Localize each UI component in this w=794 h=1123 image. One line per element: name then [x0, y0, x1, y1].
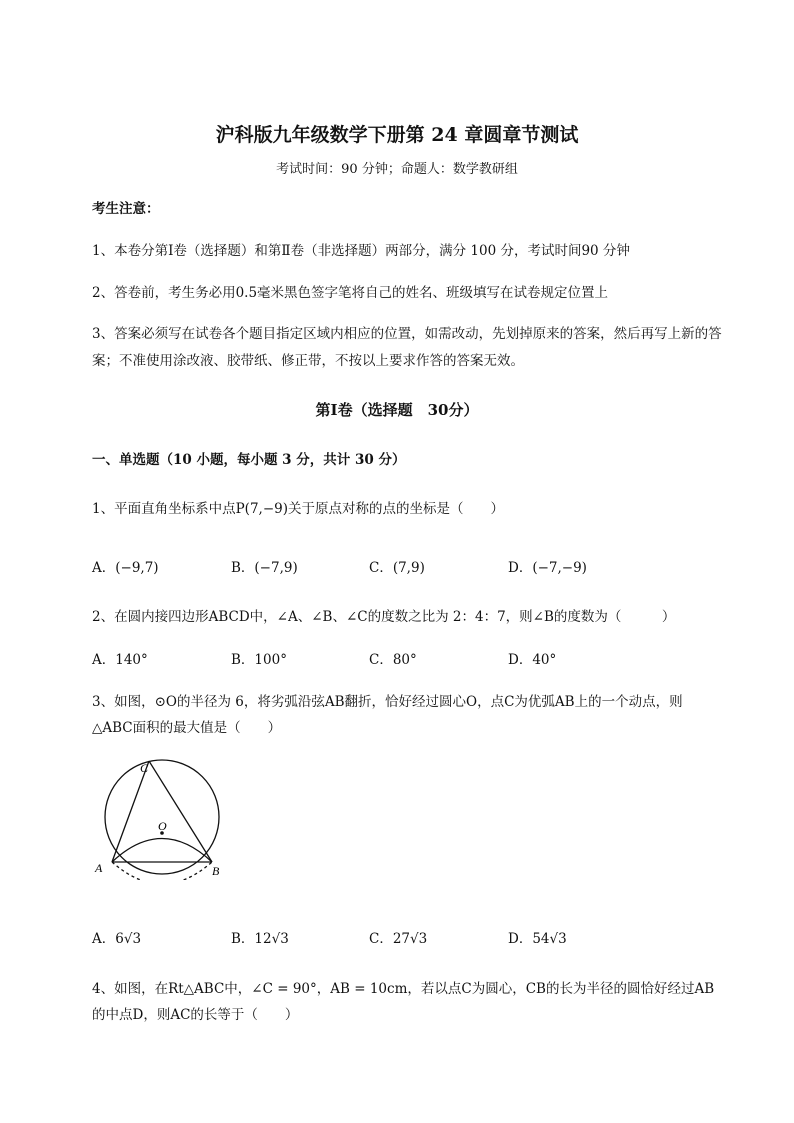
question-3-stem-line-2: △ABC面积的最大值是（ ）	[92, 720, 282, 736]
question-2-stem: 2、在圆内接四边形ABCD中，∠A、∠B、∠C的度数之比为 2：4：7，则∠B的度数为（ ）	[92, 609, 676, 625]
question-4-stem-line-1: 4、如图，在Rt△ABC中，∠C = 90°，AB = 10cm，若以点C为圆心，CB的长为半径的圆恰好经过AB	[92, 981, 715, 997]
question-3-option-a[interactable]: A．6√3	[92, 931, 142, 947]
original-minor-arc	[112, 862, 212, 880]
circle-o	[105, 760, 219, 874]
label-b: B	[212, 864, 220, 878]
question-4-stem-line-2: 的中点D，则AC的长等于（ ）	[92, 1007, 299, 1023]
exam-info: 考试时间：90 分钟；命题人：数学教研组	[276, 162, 518, 177]
question-3-option-b[interactable]: B．12√3	[231, 931, 289, 947]
question-3-options	[92, 926, 692, 952]
question-2-option-d[interactable]: D．40°	[508, 652, 557, 668]
notice-item-1: 1、本卷分第Ⅰ卷（选择题）和第Ⅱ卷（非选择题）两部分，满分 100 分，考试时间90 分钟	[92, 243, 630, 259]
question-3-option-d[interactable]: D．54√3	[508, 931, 567, 947]
question-1-stem: 1、平面直角坐标系中点P(7,−9)关于原点对称的点的坐标是（ ）	[92, 501, 504, 517]
folded-arc	[112, 839, 212, 863]
question-2-options	[92, 647, 692, 673]
label-a: A	[95, 861, 103, 875]
question-3-option-c[interactable]: C．27√3	[369, 931, 428, 947]
question-2-option-b[interactable]: B．100°	[231, 652, 287, 668]
segment-ac	[112, 761, 149, 862]
question-1-option-b[interactable]: B．(−7,9)	[231, 560, 298, 576]
question-2-option-a[interactable]: A．140°	[92, 652, 148, 668]
notice-item-3: 3、答案必须写在试卷各个题目指定区域内相应的位置，如需改动，先划掉原来的答案，然后再写上新的答案；不准使用涂改液、胶带纸、修正带，不按以上要求作答的答案无效。	[92, 326, 722, 369]
question-1-option-d[interactable]: D．(−7,−9)	[508, 560, 587, 576]
section-title: 第Ⅰ卷（选择题 30分）	[315, 401, 479, 419]
notice-item-2: 2、答卷前，考生务必用0.5毫米黑色签字笔将自己的姓名、班级填写在试卷规定位置上	[92, 285, 609, 301]
question-2-option-c[interactable]: C．80°	[369, 652, 417, 668]
label-o: O	[158, 819, 167, 833]
page-title: 沪科版九年级数学下册第 24 章圆章节测试	[215, 124, 579, 146]
notice-heading: 考生注意：	[92, 201, 160, 217]
question-1-options	[92, 555, 692, 581]
label-c: C	[140, 761, 149, 775]
circle-figure	[92, 758, 232, 880]
question-1-option-c[interactable]: C．(7,9)	[369, 560, 425, 576]
part-title: 一、单选题（10 小题，每小题 3 分，共计 30 分）	[92, 452, 406, 468]
question-1-option-a[interactable]: A．(−9,7)	[92, 560, 159, 576]
question-3-stem-line-1: 3、如图，⊙O的半径为 6，将劣弧沿弦AB翻折，恰好经过圆心O，点C为优弧AB上的一个动点，则	[92, 694, 683, 710]
